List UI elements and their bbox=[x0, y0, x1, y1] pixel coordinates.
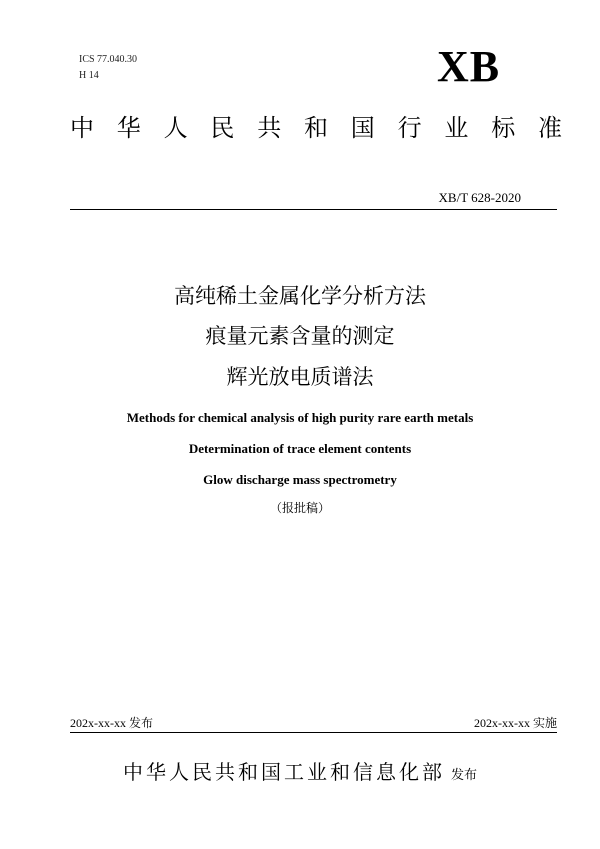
top-divider bbox=[70, 209, 557, 210]
english-title-line-3: Glow discharge mass spectrometry bbox=[203, 472, 397, 487]
chinese-title-line-3: 辉光放电质谱法 bbox=[226, 365, 374, 389]
bottom-divider bbox=[70, 732, 557, 733]
ccs-code: H 14 bbox=[79, 70, 99, 81]
issuer-block bbox=[0, 758, 600, 790]
implement-date: 202x-xx-xx bbox=[473, 716, 530, 730]
issue-date: 202x-xx-xx bbox=[70, 716, 126, 730]
standard-category-title: 中 华 人 民 共 和 国 行 业 标 准 bbox=[70, 114, 562, 142]
implement-label: 实施 bbox=[532, 716, 557, 730]
implement-date-block bbox=[474, 716, 557, 731]
issue-date-block bbox=[70, 716, 153, 731]
english-title-line-1: Methods for chemical analysis of high purity rare earth metals bbox=[126, 410, 474, 425]
chinese-title-line-2: 痕量元素含量的测定 bbox=[205, 324, 395, 348]
standard-number: XB/T 628-2020 bbox=[438, 190, 521, 205]
english-title-line-2: Determination of trace element contents bbox=[188, 441, 412, 456]
issue-label: 发布 bbox=[129, 716, 154, 730]
ics-code: ICS 77.040.30 bbox=[79, 54, 138, 65]
standard-logo: XB bbox=[437, 42, 501, 91]
chinese-title-line-1: 高纯稀土金属化学分析方法 bbox=[174, 284, 426, 308]
classification-codes bbox=[79, 52, 137, 84]
issuer-name: 中华人民共和国工业和信息化部 bbox=[122, 760, 445, 784]
issuer-suffix: 发布 bbox=[450, 768, 477, 783]
draft-status: （报批稿） bbox=[269, 501, 330, 515]
